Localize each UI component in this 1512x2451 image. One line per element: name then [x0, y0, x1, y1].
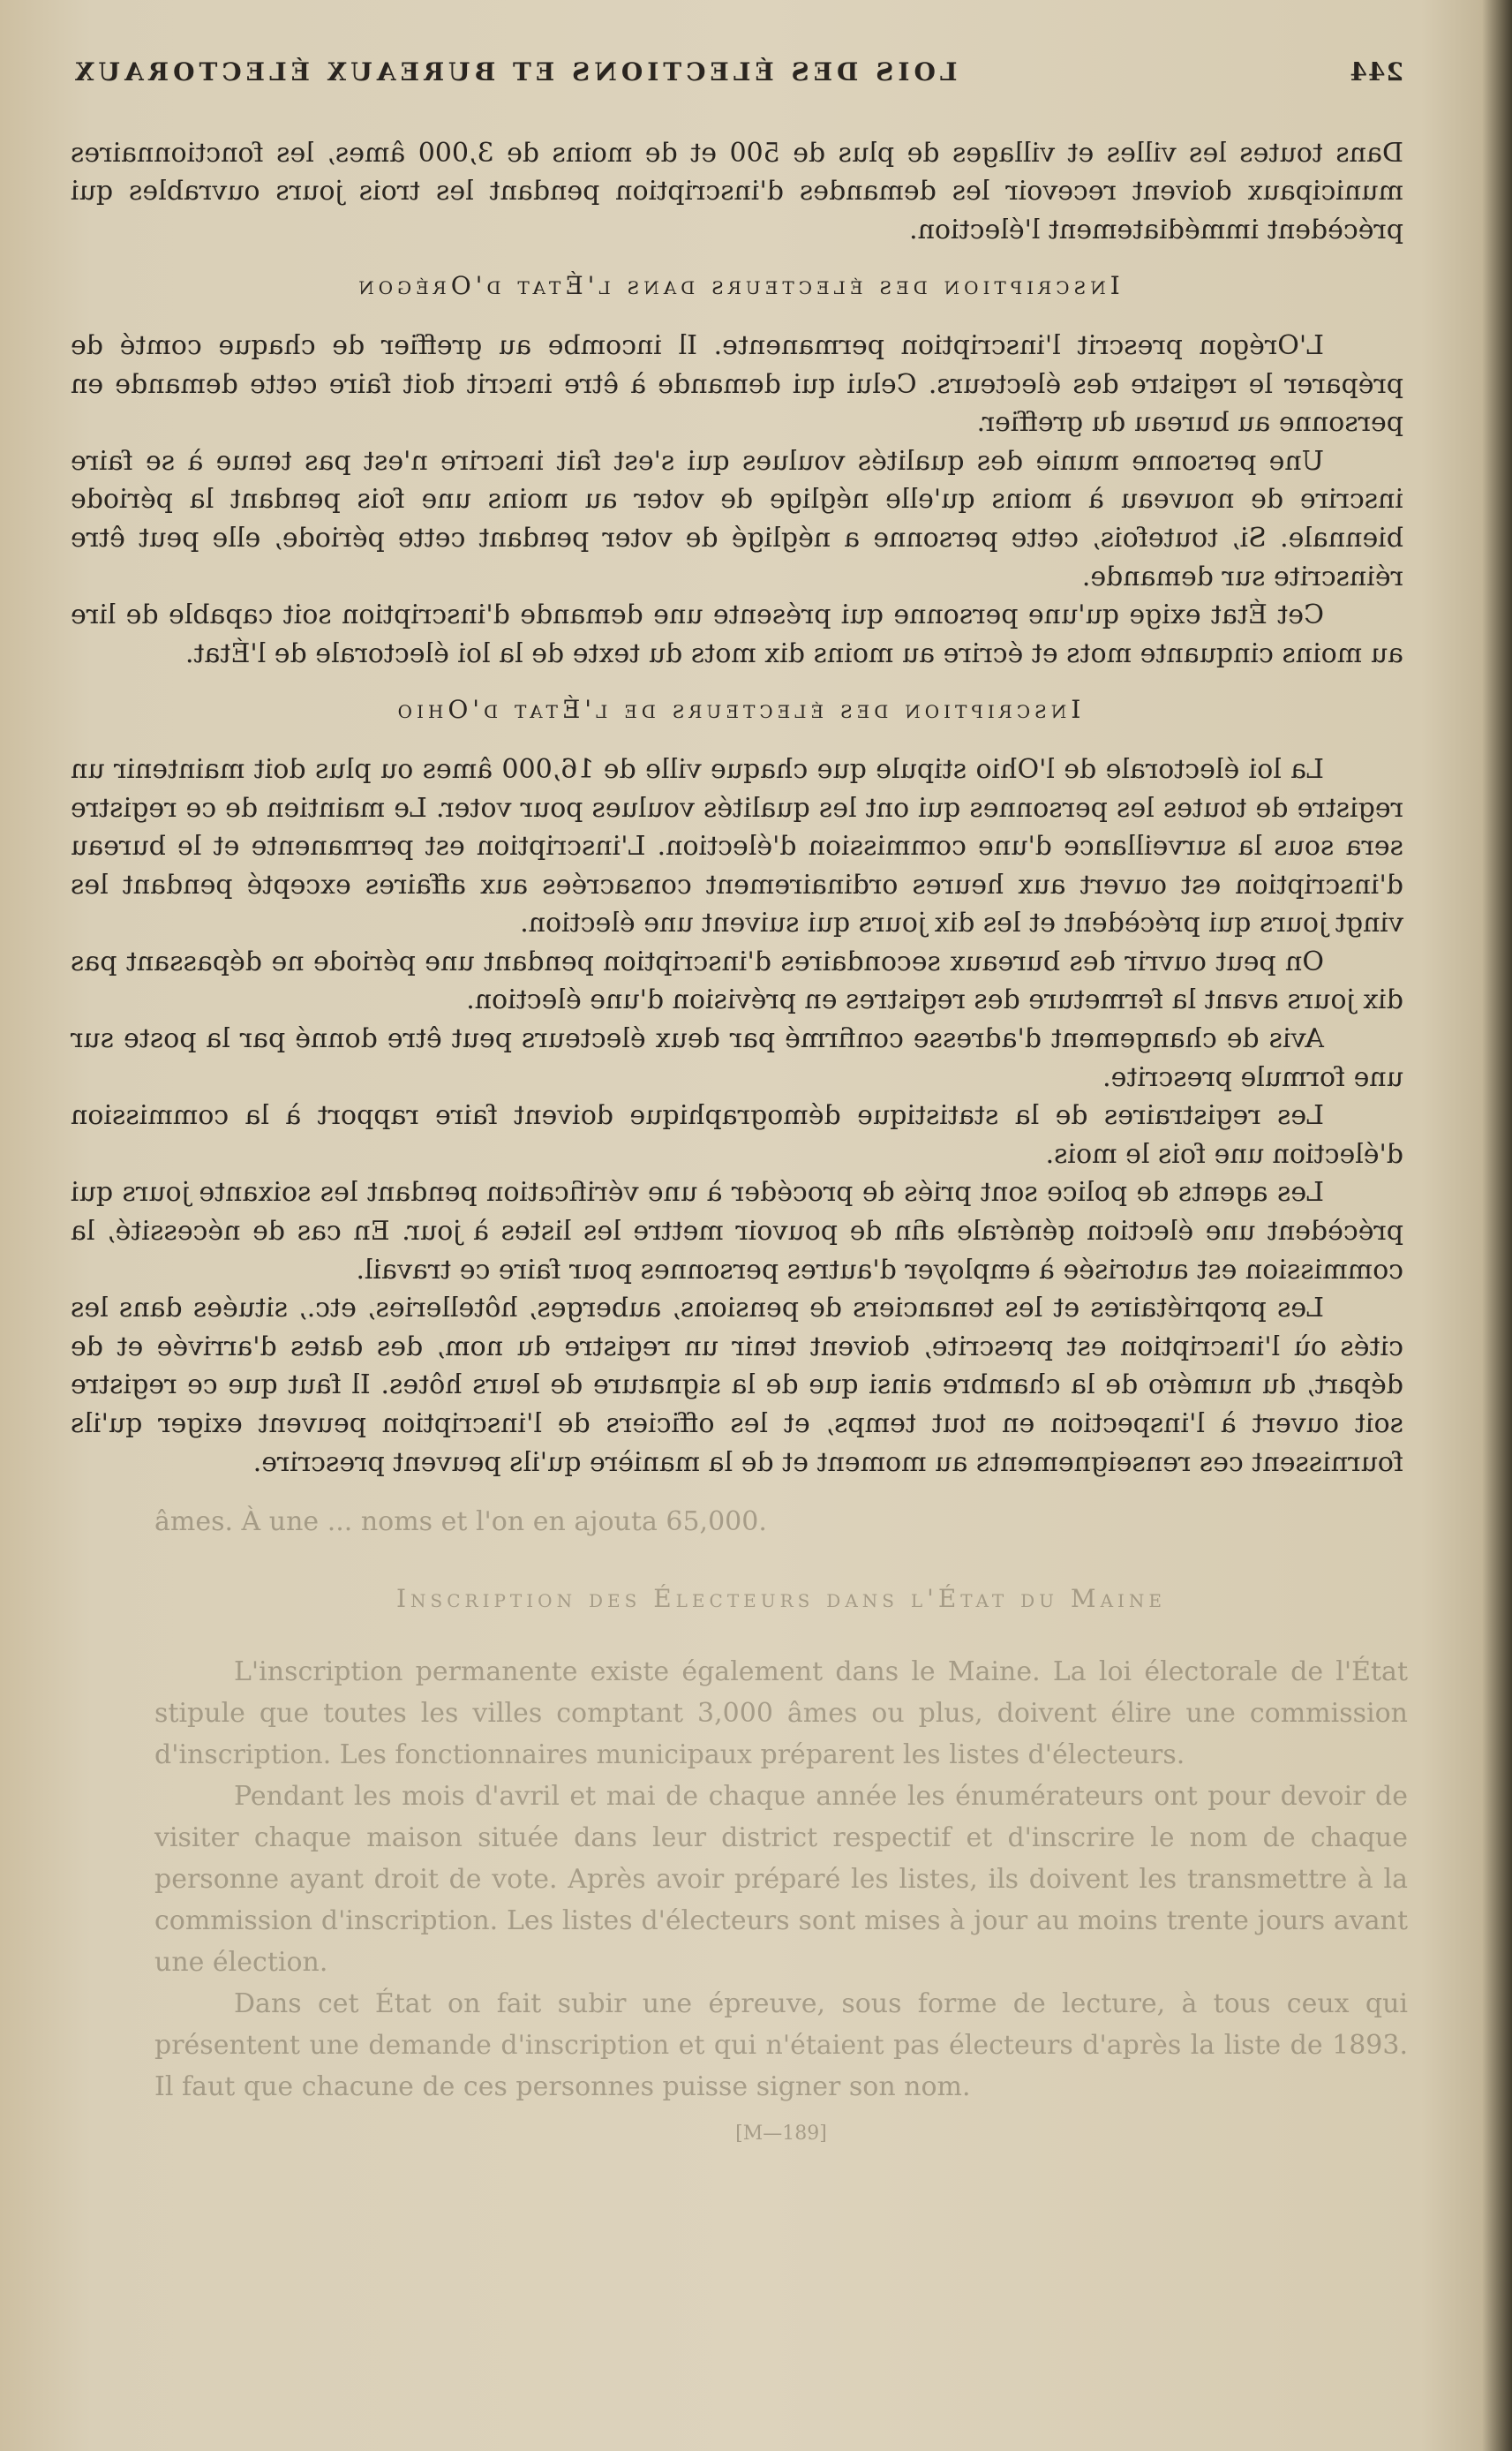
paragraph: L'inscription permanente existe également dans le Maine. La loi électorale de l'État stipule que toutes les villes comptant 3,000 âmes ou plus, doivent élire une commission d'inscription. Les fonctionnaires municipaux préparent les listes d'électeurs.: [154, 1656, 1408, 1770]
running-head-title: LOIS DES ÉLECTIONS ET BUREAUX ÉLECTORAUX: [71, 57, 958, 87]
paragraph: Cet État exige qu'une personne qui présente une demande d'inscription soit capable de lire au moins cinquante mots et écrire au moins dix mots du texte de la loi électorale de l'État.: [71, 600, 1403, 669]
recto-faint-text: [154, 1501, 1408, 2154]
paragraph: Dans cet État on fait subir une épreuve, sous forme de lecture, à tous ceux qui présentent une demande d'inscription et qui n'étaient pas électeurs d'après la liste de 1893. Il faut que chacune de ces personnes puisse signer son nom.: [154, 1988, 1408, 2102]
paragraph: Les registraires de la statistique démographique doivent faire rapport à la commission d'élection une fois le mois.: [71, 1100, 1403, 1170]
paragraph: L'Orégon prescrit l'inscription permanente. Il incombe au greffier de chaque comté de préparer le registre des électeurs. Celui qui demande à être inscrit doit faire cette demande en personne au bureau du greffier.: [71, 329, 1403, 439]
paragraph: On peut ouvrir des bureaux secondaires d'inscription pendant une période ne dépassant pas dix jours avant la fermeture des registres en prévision d'une élection.: [71, 946, 1403, 1016]
paragraph: âmes. À une ... noms et l'on en ajouta 65,000.: [154, 1506, 767, 1537]
printer-code: [M—189]: [735, 2123, 827, 2145]
verso-bleedthrough-text: [71, 53, 1403, 1482]
section-heading: Inscription des électeurs dans l'État d'Orégon: [354, 271, 1120, 301]
paragraph: Les agents de police sont priés de procéder à une vérification pendant les soixante jours qui précèdent une élection générale afin de pouvoir mettre les listes à jour. En cas de nécessité, la commission est autorisée à employer d'autres personnes pour faire ce travail.: [71, 1177, 1403, 1286]
section-heading: Inscription des Électeurs dans l'État du Maine: [395, 1584, 1167, 1613]
paragraph: Une personne munie des qualités voulues qui s'est fait inscrire n'est pas tenue à se faire inscrire de nouveau à moins qu'elle néglige de voter au moins une fois pendant la période biennale. Si, toutefois, cette personne a négligé de voter pendant cette période, elle peut être réinscrite sur demande.: [71, 445, 1403, 592]
paragraph: Les propriétaires et les tenanciers de pensions, auberges, hôtelleries, etc., situées dans les cités où l'inscription est prescrite, doivent tenir un registre du nom, des dates d'arrivée et de départ, du numéro de la chambre ainsi que de la signature de leurs hôtes. Il faut que ce registre soit ouvert à l'inspection en tout temps, et les officiers de l'inscription peuvent exiger qu'ils fournissent ces renseignements au moment et de la manière qu'ils peuvent prescrire.: [71, 1293, 1403, 1478]
section-heading: Inscription des électeurs de l'État d'Ohio: [393, 695, 1081, 725]
running-header: [71, 53, 1403, 92]
paragraph: Dans toutes les villes et villages de plus de 500 et de moins de 3,000 âmes, les fonctionnaires municipaux doivent recevoir les demandes d'inscription pendant les trois jours ouvrables qui précèdent immédiatement l'élection.: [71, 137, 1403, 245]
binding-shadow: [1482, 0, 1512, 2451]
page-number: 244: [1349, 57, 1403, 87]
paragraph: Pendant les mois d'avril et mai de chaque année les énumérateurs ont pour devoir de visiter chaque maison située dans leur district respectif et d'inscrire le nom de chaque personne ayant droit de vote. Après avoir préparé les listes, ils doivent les transmettre à la commission d'inscription. Les listes d'électeurs sont mises à jour au moins trente jours avant une élection.: [154, 1781, 1408, 1978]
paragraph: Avis de changement d'adresse confirmé par deux électeurs peut être donné par la poste sur une formule prescrite.: [71, 1023, 1403, 1093]
paragraph: La loi électorale de l'Ohio stipule que chaque ville de 16,000 âmes ou plus doit maintenir un registre de toutes les personnes qui ont les qualités voulues pour voter. Le maintien de ce registre sera sous la surveillance d'une commission d'élection. L'inscription est permanente et le bureau d'inscription est ouvert aux heures ordinairement consacrées aux affaires excepté pendant les vingt jours qui précèdent et les dix jours qui suivent une élection.: [71, 753, 1403, 939]
